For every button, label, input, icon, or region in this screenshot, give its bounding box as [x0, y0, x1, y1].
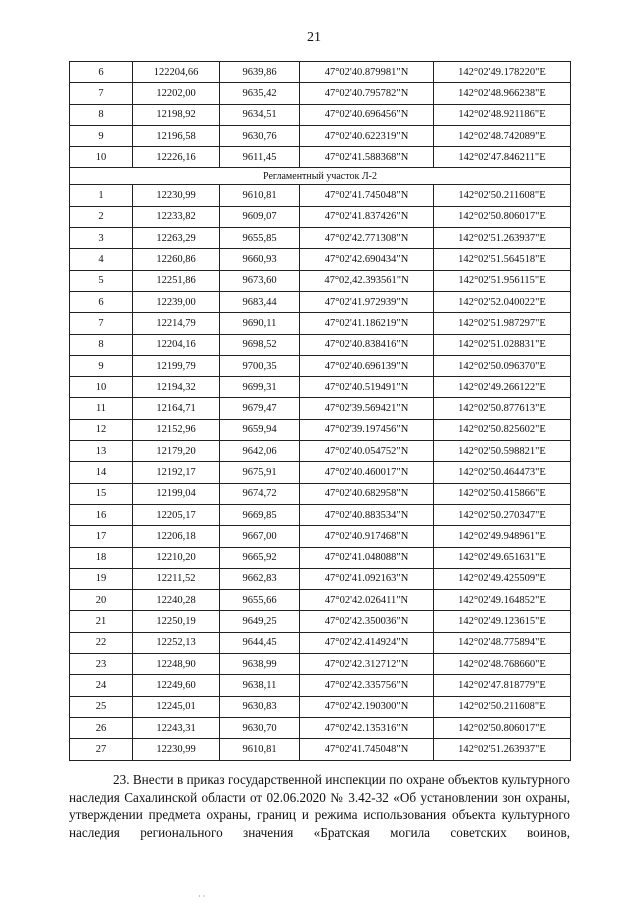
x-coordinate-cell: 12179,20	[133, 441, 220, 462]
y-coordinate-cell: 9667,00	[220, 526, 300, 547]
y-coordinate-cell: 9669,85	[220, 504, 300, 525]
y-coordinate-cell: 9638,99	[220, 654, 300, 675]
table-row	[70, 83, 571, 104]
x-coordinate-cell: 12202,00	[133, 83, 220, 104]
y-coordinate-cell: 9690,11	[220, 313, 300, 334]
longitude-cell: 142°02'50.211608"E	[434, 696, 571, 717]
y-coordinate-cell: 9673,60	[220, 270, 300, 291]
table-row	[70, 62, 571, 83]
paragraph-number: 23.	[113, 772, 130, 787]
x-coordinate-cell: 12250,19	[133, 611, 220, 632]
latitude-cell: 47°02'40.917468"N	[300, 526, 434, 547]
latitude-cell: 47°02'42.312712"N	[300, 654, 434, 675]
x-coordinate-cell: 12252,13	[133, 632, 220, 653]
x-coordinate-cell: 12260,86	[133, 249, 220, 270]
latitude-cell: 47°02'40.838416"N	[300, 334, 434, 355]
point-number-cell: 8	[70, 334, 133, 355]
latitude-cell: 47°02'40.879981"N	[300, 62, 434, 83]
table-row	[70, 441, 571, 462]
longitude-cell: 142°02'50.825602"E	[434, 419, 571, 440]
table-row	[70, 590, 571, 611]
y-coordinate-cell: 9679,47	[220, 398, 300, 419]
point-number-cell: 19	[70, 568, 133, 589]
latitude-cell: 47°02'42.026411"N	[300, 590, 434, 611]
point-number-cell: 23	[70, 654, 133, 675]
latitude-cell: 47°02'41.186219"N	[300, 313, 434, 334]
point-number-cell: 17	[70, 526, 133, 547]
longitude-cell: 142°02'50.211608"E	[434, 185, 571, 206]
y-coordinate-cell: 9610,81	[220, 185, 300, 206]
x-coordinate-cell: 12226,16	[133, 147, 220, 168]
latitude-cell: 47°02'40.054752"N	[300, 441, 434, 462]
longitude-cell: 142°02'50.806017"E	[434, 717, 571, 738]
table-row	[70, 334, 571, 355]
latitude-cell: 47°02,42.393561"N	[300, 270, 434, 291]
x-coordinate-cell: 12214,79	[133, 313, 220, 334]
longitude-cell: 142°02'50.415866"E	[434, 483, 571, 504]
x-coordinate-cell: 12263,29	[133, 228, 220, 249]
latitude-cell: 47°02'40.519491"N	[300, 377, 434, 398]
table-row	[70, 104, 571, 125]
latitude-cell: 47°02'42.771308"N	[300, 228, 434, 249]
point-number-cell: 10	[70, 147, 133, 168]
table-row	[70, 462, 571, 483]
y-coordinate-cell: 9655,85	[220, 228, 300, 249]
point-number-cell: 25	[70, 696, 133, 717]
y-coordinate-cell: 9698,52	[220, 334, 300, 355]
longitude-cell: 142°02'49.266122"E	[434, 377, 571, 398]
table-row	[70, 526, 571, 547]
latitude-cell: 47°02'42.335756"N	[300, 675, 434, 696]
y-coordinate-cell: 9662,83	[220, 568, 300, 589]
y-coordinate-cell: 9665,92	[220, 547, 300, 568]
longitude-cell: 142°02'48.921186"E	[434, 104, 571, 125]
latitude-cell: 47°02'41.588368"N	[300, 147, 434, 168]
x-coordinate-cell: 12245,01	[133, 696, 220, 717]
y-coordinate-cell: 9649,25	[220, 611, 300, 632]
table-row	[70, 696, 571, 717]
point-number-cell: 13	[70, 441, 133, 462]
x-coordinate-cell: 12239,00	[133, 291, 220, 312]
point-number-cell: 10	[70, 377, 133, 398]
paragraph-23	[69, 771, 570, 841]
x-coordinate-cell: 12199,04	[133, 483, 220, 504]
table-body-previous-section	[70, 62, 571, 168]
latitude-cell: 47°02'42.135316"N	[300, 717, 434, 738]
x-coordinate-cell: 12164,71	[133, 398, 220, 419]
x-coordinate-cell: 12198,92	[133, 104, 220, 125]
latitude-cell: 47°02'42.190300"N	[300, 696, 434, 717]
section-row	[70, 168, 571, 185]
table-row	[70, 419, 571, 440]
x-coordinate-cell: 12230,99	[133, 185, 220, 206]
coordinates-table	[69, 61, 571, 761]
longitude-cell: 142°02'48.966238"E	[434, 83, 571, 104]
latitude-cell: 47°02'41.972939"N	[300, 291, 434, 312]
point-number-cell: 6	[70, 62, 133, 83]
x-coordinate-cell: 12233,82	[133, 206, 220, 227]
y-coordinate-cell: 9655,66	[220, 590, 300, 611]
latitude-cell: 47°02'40.696456"N	[300, 104, 434, 125]
point-number-cell: 27	[70, 739, 133, 760]
table-row	[70, 547, 571, 568]
point-number-cell: 16	[70, 504, 133, 525]
latitude-cell: 47°02'41.092163"N	[300, 568, 434, 589]
latitude-cell: 47°02'42.414924"N	[300, 632, 434, 653]
point-number-cell: 11	[70, 398, 133, 419]
longitude-cell: 142°02'50.464473"E	[434, 462, 571, 483]
y-coordinate-cell: 9638,11	[220, 675, 300, 696]
table-row	[70, 185, 571, 206]
table-row	[70, 313, 571, 334]
point-number-cell: 12	[70, 419, 133, 440]
scan-mark: · ·	[198, 892, 206, 901]
y-coordinate-cell: 9700,35	[220, 355, 300, 376]
latitude-cell: 47°02'41.837426"N	[300, 206, 434, 227]
latitude-cell: 47°02'42.350036"N	[300, 611, 434, 632]
section-title: Регламентный участок Л-2	[70, 168, 571, 185]
longitude-cell: 142°02'52.040022"E	[434, 291, 571, 312]
latitude-cell: 47°02'41.048088"N	[300, 547, 434, 568]
table-row	[70, 228, 571, 249]
table-row	[70, 291, 571, 312]
longitude-cell: 142°02'51.263937"E	[434, 739, 571, 760]
longitude-cell: 142°02'50.598821"E	[434, 441, 571, 462]
x-coordinate-cell: 12152,96	[133, 419, 220, 440]
longitude-cell: 142°02'48.768660"E	[434, 654, 571, 675]
point-number-cell: 2	[70, 206, 133, 227]
latitude-cell: 47°02'40.682958"N	[300, 483, 434, 504]
table-row	[70, 717, 571, 738]
y-coordinate-cell: 9630,76	[220, 125, 300, 146]
point-number-cell: 4	[70, 249, 133, 270]
table-row	[70, 147, 571, 168]
point-number-cell: 15	[70, 483, 133, 504]
point-number-cell: 8	[70, 104, 133, 125]
x-coordinate-cell: 12206,18	[133, 526, 220, 547]
y-coordinate-cell: 9635,42	[220, 83, 300, 104]
longitude-cell: 142°02'49.948961"E	[434, 526, 571, 547]
x-coordinate-cell: 12230,99	[133, 739, 220, 760]
table-row	[70, 675, 571, 696]
table-row	[70, 270, 571, 291]
y-coordinate-cell: 9630,70	[220, 717, 300, 738]
table-row	[70, 377, 571, 398]
latitude-cell: 47°02'40.696139"N	[300, 355, 434, 376]
longitude-cell: 142°02'49.178220"E	[434, 62, 571, 83]
x-coordinate-cell: 12210,20	[133, 547, 220, 568]
longitude-cell: 142°02'49.425509"E	[434, 568, 571, 589]
latitude-cell: 47°02'40.795782"N	[300, 83, 434, 104]
longitude-cell: 142°02'50.877613"E	[434, 398, 571, 419]
longitude-cell: 142°02'48.742089"E	[434, 125, 571, 146]
x-coordinate-cell: 12192,17	[133, 462, 220, 483]
x-coordinate-cell: 12211,52	[133, 568, 220, 589]
table-row	[70, 398, 571, 419]
y-coordinate-cell: 9644,45	[220, 632, 300, 653]
longitude-cell: 142°02'48.775894"E	[434, 632, 571, 653]
x-coordinate-cell: 12205,17	[133, 504, 220, 525]
point-number-cell: 20	[70, 590, 133, 611]
y-coordinate-cell: 9639,86	[220, 62, 300, 83]
table-row	[70, 483, 571, 504]
longitude-cell: 142°02'51.564518"E	[434, 249, 571, 270]
point-number-cell: 1	[70, 185, 133, 206]
latitude-cell: 47°02'41.745048"N	[300, 739, 434, 760]
point-number-cell: 3	[70, 228, 133, 249]
longitude-cell: 142°02'47.846211"E	[434, 147, 571, 168]
point-number-cell: 5	[70, 270, 133, 291]
longitude-cell: 142°02'50.270347"E	[434, 504, 571, 525]
table-row	[70, 125, 571, 146]
table-row	[70, 632, 571, 653]
latitude-cell: 47°02'40.883534"N	[300, 504, 434, 525]
longitude-cell: 142°02'49.651631"E	[434, 547, 571, 568]
point-number-cell: 7	[70, 83, 133, 104]
x-coordinate-cell: 122204,66	[133, 62, 220, 83]
longitude-cell: 142°02'50.806017"E	[434, 206, 571, 227]
longitude-cell: 142°02'49.164852"E	[434, 590, 571, 611]
point-number-cell: 9	[70, 125, 133, 146]
table-row	[70, 206, 571, 227]
x-coordinate-cell: 12251,86	[133, 270, 220, 291]
longitude-cell: 142°02'47.818779"E	[434, 675, 571, 696]
table-section-header	[70, 168, 571, 185]
y-coordinate-cell: 9659,94	[220, 419, 300, 440]
longitude-cell: 142°02'51.956115"E	[434, 270, 571, 291]
paragraph-text: Внести в приказ государственной инспекции по охране объектов культурного наследия Сахалинской области от 02.06.2020 № 3.42-32 «Об установлении зон охраны, утверждении предмета охраны, границ и режима использования объекта культурного наследия регионального значения «Братская могила советских воинов,	[69, 772, 570, 840]
y-coordinate-cell: 9660,93	[220, 249, 300, 270]
latitude-cell: 47°02'39.197456"N	[300, 419, 434, 440]
x-coordinate-cell: 12248,90	[133, 654, 220, 675]
table-row	[70, 739, 571, 760]
latitude-cell: 47°02'41.745048"N	[300, 185, 434, 206]
longitude-cell: 142°02'51.987297"E	[434, 313, 571, 334]
y-coordinate-cell: 9634,51	[220, 104, 300, 125]
table-row	[70, 249, 571, 270]
x-coordinate-cell: 12243,31	[133, 717, 220, 738]
x-coordinate-cell: 12196,58	[133, 125, 220, 146]
latitude-cell: 47°02'40.460017"N	[300, 462, 434, 483]
point-number-cell: 21	[70, 611, 133, 632]
table-row	[70, 504, 571, 525]
latitude-cell: 47°02'40.622319"N	[300, 125, 434, 146]
point-number-cell: 7	[70, 313, 133, 334]
point-number-cell: 22	[70, 632, 133, 653]
y-coordinate-cell: 9699,31	[220, 377, 300, 398]
longitude-cell: 142°02'51.028831"E	[434, 334, 571, 355]
x-coordinate-cell: 12240,28	[133, 590, 220, 611]
point-number-cell: 9	[70, 355, 133, 376]
y-coordinate-cell: 9683,44	[220, 291, 300, 312]
point-number-cell: 6	[70, 291, 133, 312]
table-row	[70, 568, 571, 589]
y-coordinate-cell: 9630,83	[220, 696, 300, 717]
page-number: 21	[307, 30, 321, 45]
latitude-cell: 47°02'39.569421"N	[300, 398, 434, 419]
table-body-section-l2	[70, 185, 571, 760]
longitude-cell: 142°02'49.123615"E	[434, 611, 571, 632]
point-number-cell: 14	[70, 462, 133, 483]
x-coordinate-cell: 12194,32	[133, 377, 220, 398]
latitude-cell: 47°02'42.690434"N	[300, 249, 434, 270]
y-coordinate-cell: 9642,06	[220, 441, 300, 462]
longitude-cell: 142°02'51.263937"E	[434, 228, 571, 249]
x-coordinate-cell: 12249,60	[133, 675, 220, 696]
table-row	[70, 355, 571, 376]
point-number-cell: 26	[70, 717, 133, 738]
point-number-cell: 18	[70, 547, 133, 568]
table-row	[70, 611, 571, 632]
point-number-cell: 24	[70, 675, 133, 696]
longitude-cell: 142°02'50.096370"E	[434, 355, 571, 376]
table-row	[70, 654, 571, 675]
y-coordinate-cell: 9674,72	[220, 483, 300, 504]
y-coordinate-cell: 9610,81	[220, 739, 300, 760]
y-coordinate-cell: 9675,91	[220, 462, 300, 483]
x-coordinate-cell: 12204,16	[133, 334, 220, 355]
y-coordinate-cell: 9609,07	[220, 206, 300, 227]
x-coordinate-cell: 12199,79	[133, 355, 220, 376]
y-coordinate-cell: 9611,45	[220, 147, 300, 168]
